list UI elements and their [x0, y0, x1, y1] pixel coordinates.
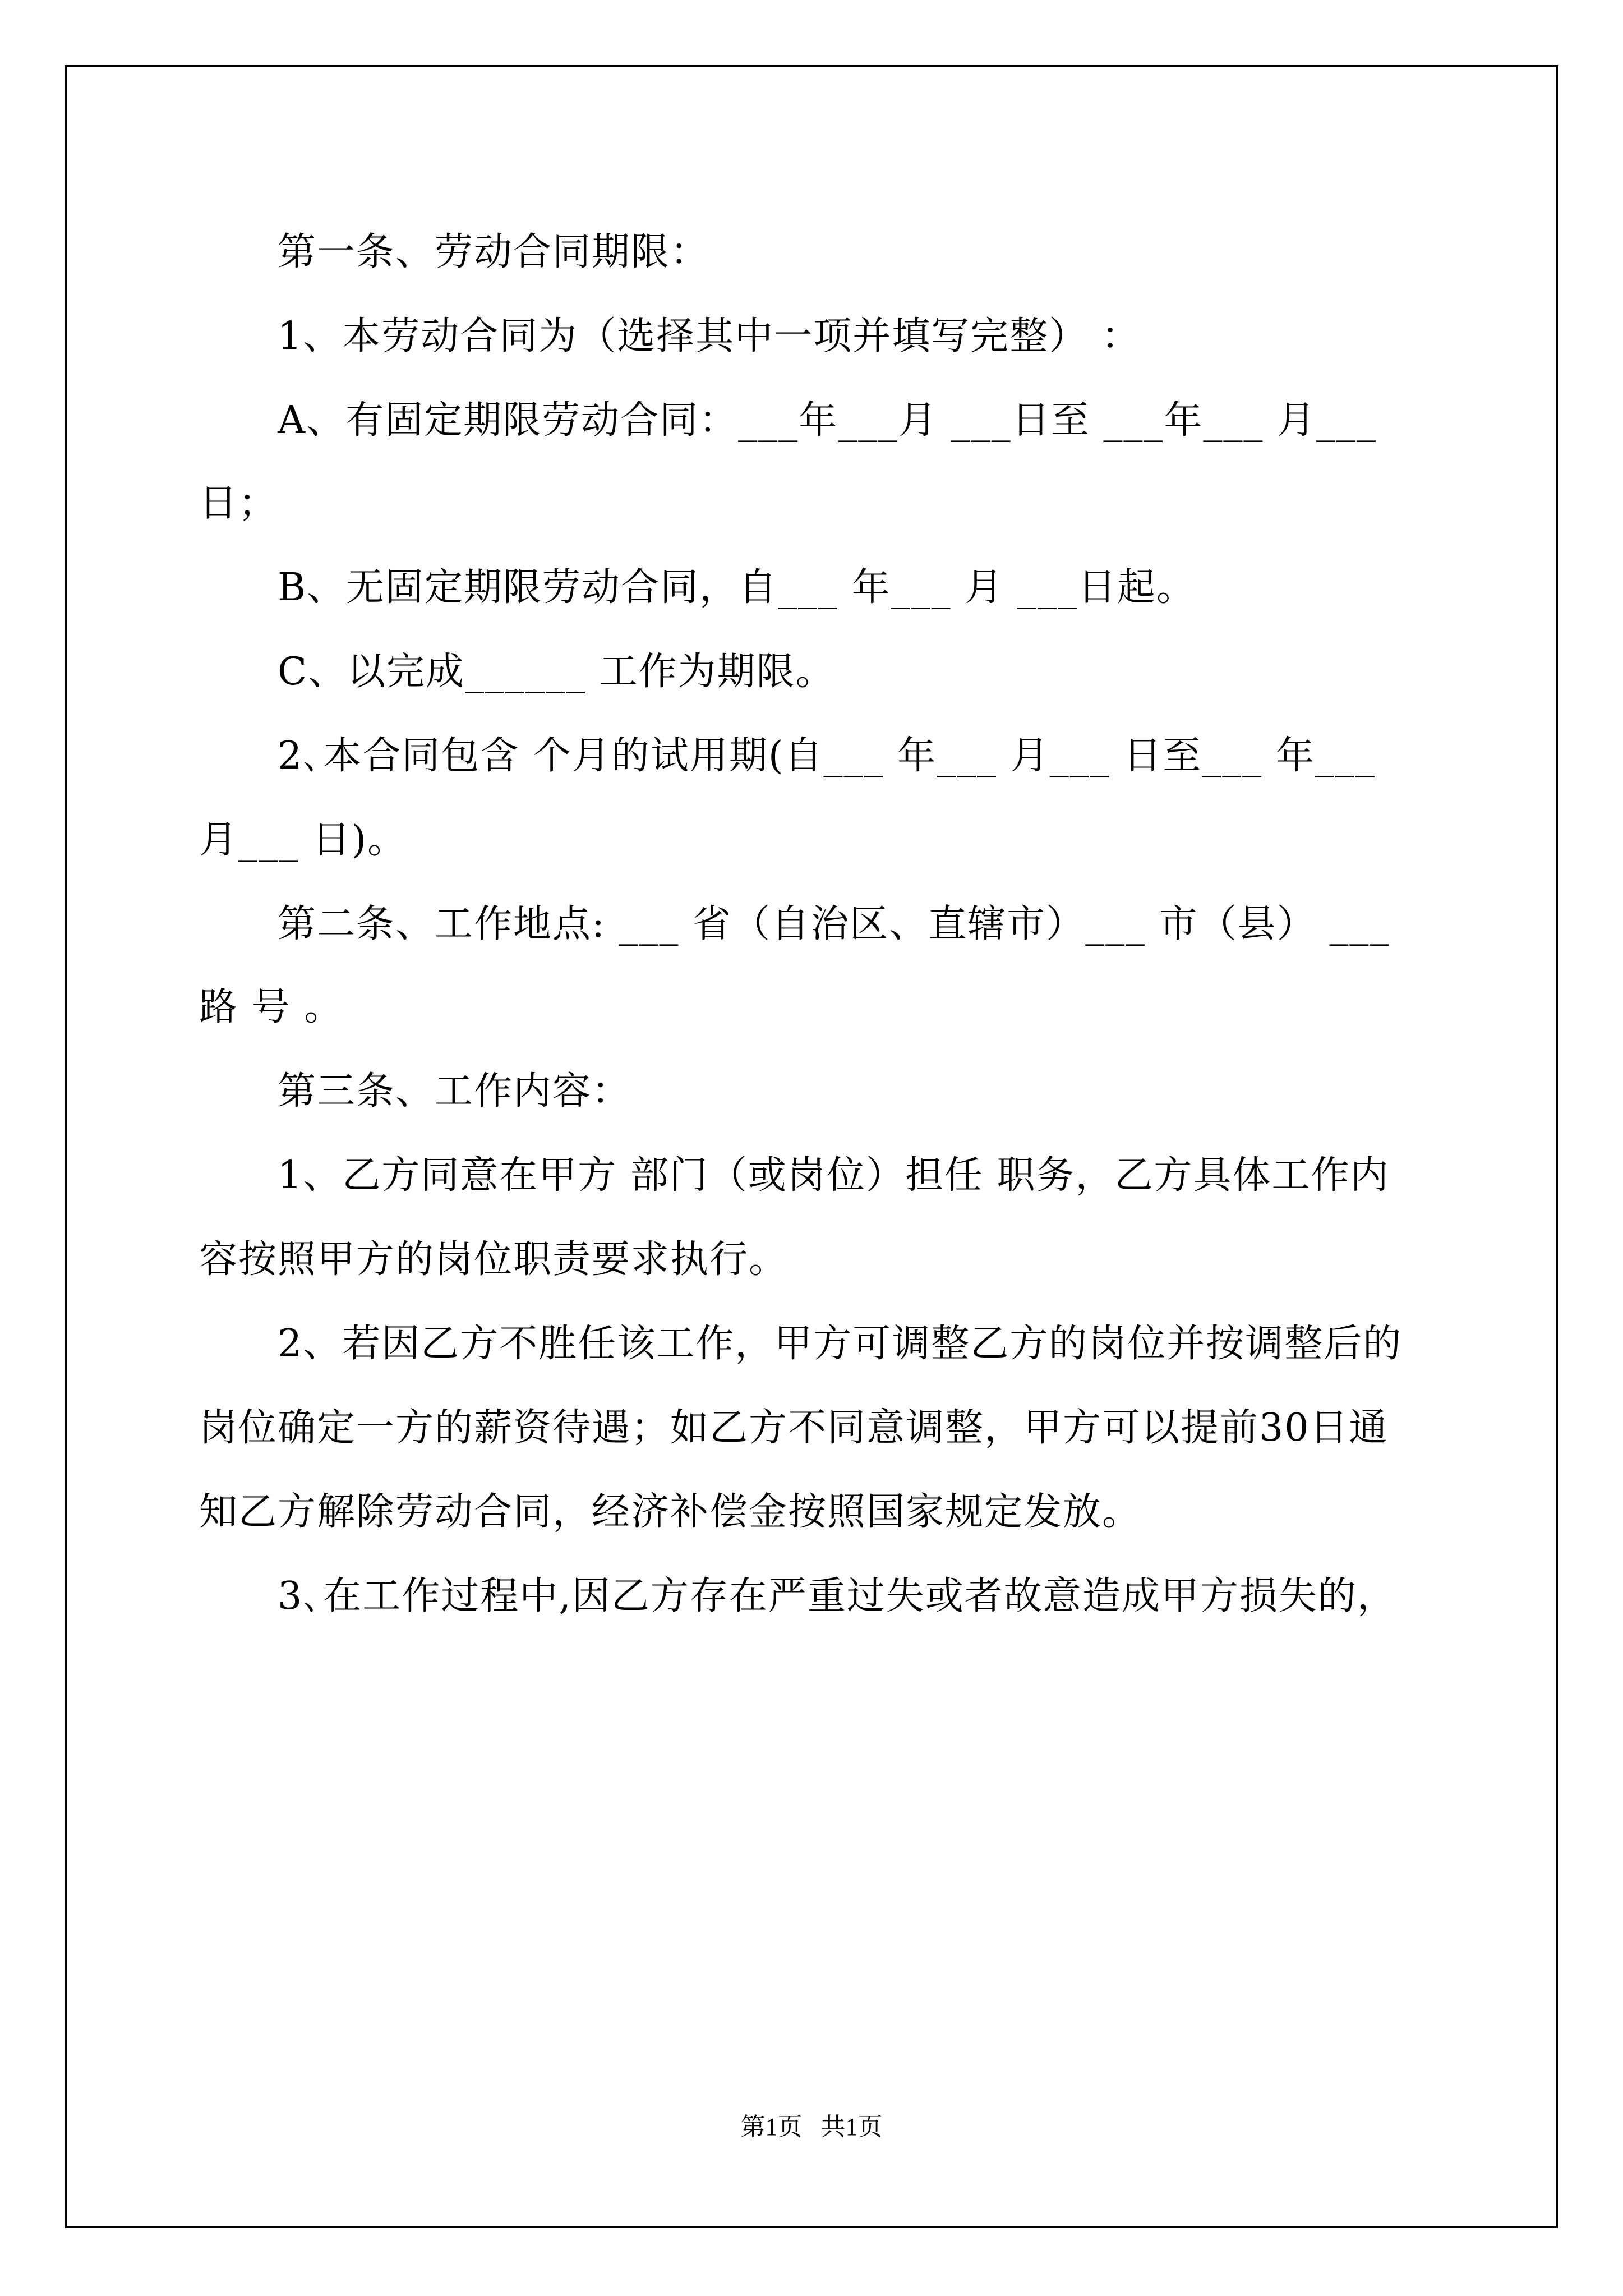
article-3-heading: 第三条、工作内容：	[278, 1069, 631, 1114]
article-2-workplace: 第二条、工作地点: ___ 省（自治区、直辖市）___ 市（县） ___	[278, 902, 1390, 946]
clause-3-3: 3､在工作过程中,因乙方存在严重过失或者故意造成甲方损失的，	[278, 1574, 1396, 1618]
article-2-continued: 路 号 。	[199, 985, 344, 1029]
clause-1-2-continued: 月___ 日)。	[199, 818, 407, 862]
clause-3-2-continued-2: 知乙方解除劳动合同，经济补偿金按照国家规定发放。	[199, 1490, 1142, 1534]
article-1-heading: 第一条、劳动合同期限：	[278, 230, 710, 274]
clause-3-2-continued-1: 岗位确定一方的薪资待遇；如乙方不同意调整，甲方可以提前30日通	[199, 1406, 1389, 1450]
option-a-continued: 日；	[199, 481, 278, 526]
clause-3-1: 1、乙方同意在甲方 部门（或岗位）担任 职务，乙方具体工作内	[278, 1153, 1390, 1198]
page-border	[65, 65, 1558, 2228]
option-b: B、无固定期限劳动合同，自___ 年___ 月 ___日起。	[278, 565, 1196, 610]
page-footer: 第1页 共1页	[740, 2113, 883, 2141]
clause-1-1: 1、本劳动合同为（选择其中一项并填写完整） ：	[278, 314, 1141, 358]
clause-1-2: 2､本合同包含 个月的试用期(自___ 年___ 月___ 日至___ 年___	[278, 734, 1376, 778]
clause-3-2: 2、若因乙方不胜任该工作，甲方可调整乙方的岗位并按调整后的	[278, 1322, 1403, 1366]
option-c: C、以完成______ 工作为期限。	[278, 650, 835, 694]
clause-3-1-continued: 容按照甲方的岗位职责要求执行。	[199, 1237, 789, 1282]
option-a: A、有固定期限劳动合同：___年___月 ___日至 ___年___ 月___	[278, 398, 1377, 443]
